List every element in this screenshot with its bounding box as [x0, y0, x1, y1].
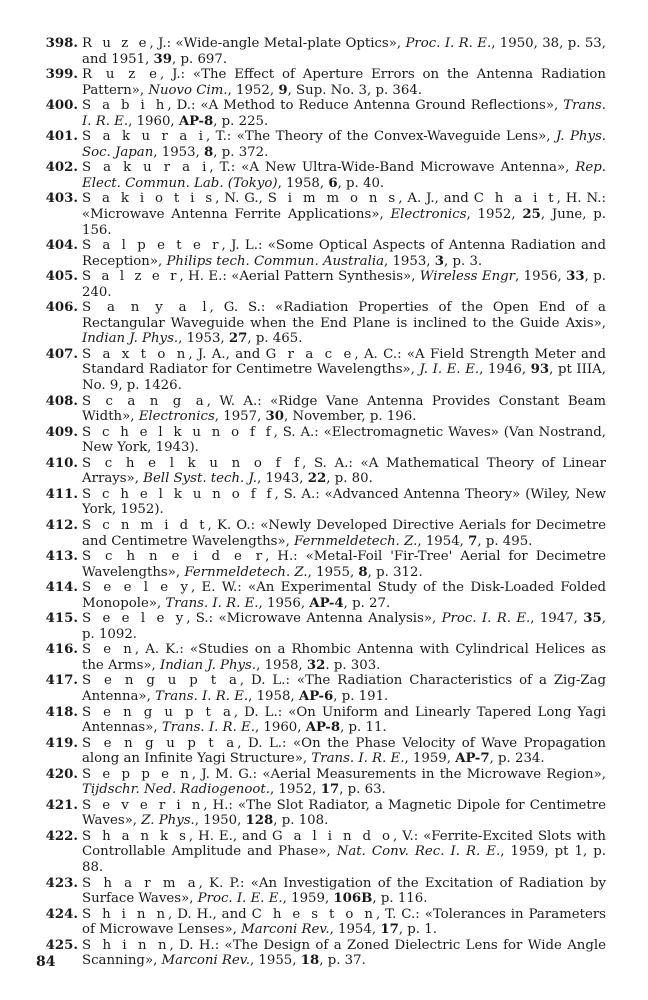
- reference-entry: [38, 487, 606, 518]
- reference-number: 406.: [45, 300, 78, 316]
- reference-segment: , 1956,: [258, 595, 310, 611]
- reference-entry: [38, 767, 606, 798]
- reference-text: [82, 98, 606, 129]
- reference-text: [82, 394, 606, 425]
- reference-segment: , H.: «Metal-Foil 'Fir-Tree' Aerial for Decimetre Wavelengths»,: [82, 549, 607, 580]
- journal-title: Proc. I. R. E.: [405, 36, 492, 51]
- volume-number: 8: [204, 144, 214, 160]
- reference-text: [82, 580, 606, 611]
- reference-segment: , V.: «Ferrite-Excited Slots with Controllable Amplitude and Phase»,: [82, 828, 606, 860]
- author-name: S c h e l k u n o f f: [82, 455, 303, 471]
- volume-number: 17: [380, 922, 399, 938]
- journal-title: Proc. I. R. E.: [441, 611, 531, 627]
- reference-segment: , T.: «A New Ultra-Wide-Band Microwave Antenna»,: [209, 160, 576, 176]
- reference-segment: , S. A.: «Electromagnetic Waves» (Van Nostrand, New York, 1943).: [82, 424, 606, 456]
- reference-segment: , J.: «Wide-angle Metal-plate Optics»,: [149, 36, 406, 51]
- reference-number: 413.: [45, 549, 78, 565]
- journal-title: Indian J. Phys.: [82, 331, 179, 347]
- reference-number: 408.: [45, 393, 78, 409]
- reference-entry: [38, 238, 606, 269]
- reference-segment: , H. E., and: [188, 828, 273, 844]
- reference-entry: [38, 269, 606, 300]
- author-name: S i m m o n s: [267, 191, 399, 207]
- reference-segment: , p. 495.: [477, 533, 533, 549]
- journal-title: Electronics: [138, 409, 215, 425]
- reference-entry: [38, 98, 606, 129]
- reference-segment: , p. 11.: [340, 720, 387, 736]
- reference-segment: . p. 303.: [325, 657, 381, 673]
- reference-segment: , J. L.: «Some Optical Aspects of Antenna Radiation and Reception»,: [82, 238, 606, 269]
- reference-segment: , p. 3.: [444, 253, 483, 269]
- volume-number: AP-8: [178, 113, 214, 129]
- reference-number: 419.: [45, 735, 78, 751]
- volume-number: 32: [306, 657, 326, 673]
- journal-title: Electronics: [390, 207, 467, 223]
- reference-number: 414.: [45, 580, 78, 596]
- reference-segment: , A. C.: «A Field Strength Meter and Standard Radiator for Centimetre Wavelengths»,: [82, 346, 606, 378]
- journal-title: Z. Phys.: [141, 813, 195, 829]
- volume-number: AP-4: [309, 595, 344, 611]
- journal-title: Trans. I. R. E.: [165, 595, 259, 611]
- reference-text: [82, 518, 606, 549]
- reference-segment: , p. 372.: [213, 144, 269, 160]
- reference-entry: [38, 518, 606, 549]
- volume-number: 33: [566, 269, 585, 285]
- volume-number: 35: [583, 611, 602, 627]
- reference-text: [82, 829, 606, 876]
- reference-text: [82, 907, 606, 938]
- volume-number: 128: [245, 813, 274, 829]
- reference-text: [82, 347, 606, 394]
- author-name: S a k u r a i: [82, 129, 206, 145]
- reference-text: [82, 269, 606, 300]
- reference-segment: , 1952,: [227, 82, 279, 98]
- reference-segment: , p. 37.: [319, 953, 366, 969]
- reference-entry: [38, 829, 606, 876]
- reference-segment: , pt IIIA, No. 9, p. 1426.: [82, 362, 607, 394]
- author-name: C h a i t: [473, 191, 557, 207]
- reference-entry: [38, 938, 606, 969]
- reference-segment: , 1952,: [466, 207, 523, 223]
- reference-entry: [38, 611, 606, 642]
- author-name: S c n m i d t: [82, 517, 208, 533]
- author-name: S e n g u p t a: [82, 735, 238, 751]
- journal-title: J. Phys. Soc. Japan: [82, 129, 607, 160]
- reference-text: [82, 767, 606, 798]
- reference-segment: , p. 63.: [339, 782, 386, 798]
- reference-text: [82, 798, 606, 829]
- reference-text: [82, 487, 606, 518]
- journal-title: Trans. I. R. E.: [161, 720, 255, 736]
- reference-number: 402.: [45, 160, 78, 176]
- reference-segment: , 1954,: [329, 922, 381, 938]
- reference-segment: , G. S.: «Radiation Properties of the Open End of a Rectangular Waveguide when the End Plane is inclined to the Guide Axis»,: [82, 300, 606, 331]
- journal-title: Marconi Rev.: [161, 953, 250, 969]
- volume-number: AP-6: [298, 688, 334, 704]
- reference-segment: , 1957,: [214, 409, 266, 425]
- reference-number: 404.: [45, 238, 78, 254]
- reference-entry: [38, 549, 606, 580]
- reference-entry: [38, 580, 606, 611]
- journal-title: Tijdschr. Ned. Radiogenoot.: [82, 782, 270, 798]
- volume-number: 18: [300, 953, 320, 969]
- reference-segment: , Sup. No. 3, p. 364.: [287, 82, 423, 98]
- reference-entry: [38, 456, 606, 487]
- journal-title: Indian J. Phys.: [159, 657, 257, 673]
- reference-segment: , 1958,: [277, 175, 329, 191]
- reference-number: 417.: [45, 673, 78, 689]
- reference-segment: , 1959,: [404, 751, 456, 767]
- reference-segment: , 1953,: [384, 253, 435, 269]
- author-name: S h i n n: [82, 906, 169, 922]
- reference-text: [82, 425, 606, 456]
- reference-text: [82, 238, 606, 269]
- reference-segment: , S.: «Microwave Antenna Analysis»,: [186, 611, 442, 627]
- reference-segment: , D. L.: «On the Phase Velocity of Wave Propagation along an Infinite Yagi Structure»,: [82, 735, 606, 767]
- volume-number: 39: [153, 51, 173, 67]
- reference-segment: , June, p. 156.: [82, 207, 606, 238]
- reference-number: 399.: [45, 67, 78, 83]
- author-name: S e n g u p t a: [82, 704, 234, 720]
- reference-segment: , p. 40.: [337, 175, 385, 191]
- volume-number: 17: [320, 782, 340, 798]
- volume-number: 25: [522, 207, 541, 223]
- reference-number: 403.: [45, 191, 78, 207]
- reference-segment: , p. 116.: [372, 891, 428, 907]
- reference-segment: , K. P.: «An Investigation of the Excitation of Radiation by Surface Waves»,: [82, 875, 606, 907]
- reference-text: [82, 642, 606, 673]
- reference-entry: [38, 876, 606, 907]
- reference-text: [82, 876, 606, 907]
- author-name: R u z e: [82, 67, 161, 83]
- volume-number: 7: [468, 533, 478, 549]
- reference-text: [82, 673, 606, 704]
- reference-number: 400.: [45, 98, 78, 114]
- reference-number: 424.: [45, 906, 78, 922]
- reference-text: [82, 456, 606, 487]
- reference-number: 411.: [45, 486, 78, 502]
- reference-segment: , 1952,: [269, 782, 321, 798]
- journal-title: Fernmeldetech. Z.: [294, 533, 418, 549]
- author-name: S a x t o n: [82, 346, 189, 362]
- reference-text: [82, 611, 606, 642]
- reference-segment: , p. 1092.: [82, 611, 606, 642]
- reference-segment: , 1955,: [307, 564, 359, 580]
- reference-number: 405.: [45, 269, 78, 285]
- journal-title: Trans. I. R. E.: [82, 98, 606, 129]
- journal-title: Wireless Engr: [419, 269, 516, 285]
- journal-title: J. I. E. E.: [419, 362, 480, 378]
- journal-title: Trans. I. R. E.: [311, 751, 405, 767]
- reference-entry: [38, 300, 606, 347]
- volume-number: 93: [530, 362, 550, 378]
- reference-entry: [38, 705, 606, 736]
- reference-number: 407.: [45, 346, 78, 362]
- reference-number: 409.: [45, 424, 78, 440]
- author-name: S e n g u p t a: [82, 673, 240, 689]
- reference-segment: , D. H.: «The Design of a Zoned Dielectric Lens for Wide Angle Scanning»,: [82, 937, 606, 969]
- reference-text: [82, 736, 606, 767]
- reference-segment: , 1954,: [417, 533, 469, 549]
- reference-segment: , H.: «The Slot Radiator, a Magnetic Dipole for Centimetre Waves»,: [82, 797, 606, 829]
- author-name: S h a r m a: [82, 875, 199, 891]
- reference-segment: , H. E.: «Aerial Pattern Synthesis»,: [179, 269, 420, 285]
- reference-segment: , 1955,: [249, 953, 301, 969]
- reference-segment: , 1960,: [254, 720, 306, 736]
- reference-segment: , 1958,: [256, 657, 307, 673]
- reference-text: [82, 549, 606, 580]
- reference-segment: , 1960,: [128, 113, 179, 129]
- journal-title: Fernmeldetech. Z.: [184, 564, 308, 580]
- reference-entry: [38, 67, 606, 98]
- reference-number: 412.: [45, 517, 78, 533]
- reference-segment: , p. 240.: [82, 269, 607, 300]
- reference-number: 422.: [45, 828, 78, 844]
- author-name: S e n: [82, 642, 135, 658]
- reference-text: [82, 191, 606, 238]
- reference-entry: [38, 736, 606, 767]
- reference-number: 421.: [45, 797, 78, 813]
- author-name: S a k u r a i: [82, 160, 210, 176]
- reference-segment: , 1959,: [282, 891, 334, 907]
- reference-entry: [38, 191, 606, 238]
- journal-title: Trans. I. R. E.: [155, 688, 249, 704]
- reference-entry: [38, 129, 606, 160]
- reference-segment: , A. K.: «Studies on a Rhombic Antenna with Cylindrical Helices as the Arms»,: [82, 642, 606, 673]
- reference-segment: , J. A., and: [188, 346, 266, 362]
- reference-segment: , S. A.: «A Mathematical Theory of Linear Arrays»,: [82, 455, 607, 487]
- reference-text: [82, 705, 606, 736]
- author-name: S a n y a l: [82, 300, 210, 316]
- reference-number: 423.: [45, 875, 78, 891]
- reference-text: [82, 36, 606, 67]
- reference-segment: , p. 80.: [326, 471, 373, 487]
- reference-number: 415.: [45, 611, 78, 627]
- reference-text: [82, 67, 606, 98]
- author-name: S h a n k s: [82, 828, 189, 844]
- reference-text: [82, 300, 606, 347]
- author-name: S e v e r i n: [82, 797, 204, 813]
- volume-number: 8: [358, 564, 368, 580]
- volume-number: 6: [328, 175, 338, 191]
- reference-segment: , 1943,: [257, 471, 308, 487]
- reference-entry: [38, 642, 606, 673]
- reference-segment: , D. H., and: [168, 906, 252, 922]
- reference-segment: , T. C.: «Tolerances in Parameters of Microwave Lenses»,: [82, 906, 606, 938]
- journal-title: Bell Syst. tech. J.: [143, 471, 257, 487]
- reference-segment: , J. M. G.: «Aerial Measurements in the Microwave Region»,: [191, 766, 606, 782]
- reference-segment: , D. L.: «On Uniform and Linearly Tapered Long Yagi Antennas»,: [82, 704, 606, 736]
- reference-segment: , S. A.: «Advanced Antenna Theory» (Wiley, New York, 1952).: [82, 486, 606, 518]
- reference-segment: , p. 27.: [343, 595, 391, 611]
- author-name: S e p p e n: [82, 766, 192, 782]
- author-name: G r a c e: [265, 346, 355, 362]
- reference-entry: [38, 425, 606, 456]
- reference-segment: , D.: «A Method to Reduce Antenna Ground Reflections»,: [167, 98, 564, 114]
- reference-entry: [38, 798, 606, 829]
- reference-segment: , 1953,: [153, 144, 205, 160]
- volume-number: 27: [228, 331, 248, 347]
- reference-segment: , p. 1.: [398, 922, 437, 938]
- reference-number: 410.: [45, 455, 78, 471]
- author-name: S e e l e y: [82, 580, 191, 596]
- author-name: S c h n e i d e r: [82, 549, 266, 565]
- reference-segment: , 1947,: [530, 611, 584, 627]
- reference-number: 398.: [45, 36, 78, 51]
- reference-segment: , E. W.: «An Experimental Study of the Disk-Loaded Folded Monopole»,: [82, 580, 606, 611]
- reference-segment: , T.: «The Theory of the Convex-Waveguide Lens»,: [205, 129, 556, 145]
- journal-title: Nat. Conv. Rec. I. R. E.: [336, 844, 501, 860]
- reference-segment: , p. 225.: [213, 113, 269, 129]
- reference-segment: , 1950, 38, p. 53, and 1951,: [82, 36, 606, 67]
- reference-segment: , D. L.: «The Radiation Characteristics of a Zig-Zag Antenna»,: [82, 673, 606, 704]
- author-name: S e e l e y: [82, 611, 187, 627]
- reference-text: [82, 160, 606, 191]
- journal-title: Rep. Elect. Commun. Lab. (Tokyo): [82, 160, 606, 191]
- author-name: C h e s t o n: [251, 906, 376, 922]
- reference-list: [38, 36, 606, 969]
- author-name: S a b i h: [82, 98, 168, 114]
- reference-entry: [38, 673, 606, 704]
- reference-text: [82, 129, 606, 160]
- volume-number: 9: [278, 82, 288, 98]
- reference-segment: , p. 465.: [247, 331, 303, 347]
- journal-title: Proc. I. E. E.: [197, 891, 283, 907]
- journal-title: Nuovo Cim.: [148, 82, 228, 98]
- reference-segment: , 1958,: [248, 688, 299, 704]
- reference-segment: , J.: «The Effect of Aperture Errors on the Antenna Radiation Pattern»,: [82, 67, 606, 98]
- reference-number: 418.: [45, 704, 78, 720]
- reference-segment: , p. 312.: [367, 564, 423, 580]
- reference-segment: , W. A.: «Ridge Vane Antenna Provides Constant Beam Width»,: [82, 393, 607, 425]
- reference-segment: , 1953,: [178, 331, 229, 347]
- reference-segment: , p. 697.: [172, 51, 228, 67]
- reference-entry: [38, 160, 606, 191]
- reference-entry: [38, 347, 606, 394]
- journal-title: Marconi Rev.: [241, 922, 330, 938]
- reference-entry: [38, 394, 606, 425]
- reference-segment: , p. 234.: [489, 751, 545, 767]
- author-name: S a l z e r: [82, 269, 180, 285]
- reference-segment: , K. O.: «Newly Developed Directive Aerials for Decimetre and Centimetre Wavelengths»,: [82, 517, 606, 549]
- reference-number: 401.: [45, 129, 78, 145]
- author-name: S c a n g a: [82, 393, 207, 409]
- author-name: S a l p e t e r: [82, 238, 222, 254]
- reference-number: 420.: [45, 766, 78, 782]
- author-name: S c h e l k u n o f f: [82, 424, 274, 440]
- page-number: 84: [36, 954, 56, 970]
- reference-segment: , p. 191.: [333, 688, 389, 704]
- volume-number: 3: [434, 253, 445, 269]
- reference-segment: , H. N.: «Microwave Antenna Ferrite Applications»,: [82, 191, 606, 223]
- journal-title: Philips tech. Commun. Australia: [166, 253, 385, 269]
- volume-number: AP-8: [305, 720, 341, 736]
- volume-number: 106B: [333, 891, 373, 907]
- author-name: R u z e: [82, 36, 150, 51]
- author-name: S c h e l k u n o f f: [82, 486, 275, 502]
- reference-segment: , N. G.,: [215, 191, 268, 207]
- volume-number: AP-7: [455, 751, 490, 767]
- volume-number: 30: [265, 409, 285, 425]
- reference-text: [82, 938, 606, 969]
- author-name: S a k i o t i s: [82, 191, 216, 207]
- reference-segment: , November, p. 196.: [284, 409, 417, 425]
- reference-segment: , 1956,: [515, 269, 567, 285]
- reference-segment: , p. 108.: [273, 813, 329, 829]
- reference-segment: , A. J., and: [398, 191, 474, 207]
- reference-segment: , 1946,: [479, 362, 531, 378]
- reference-segment: , 1950,: [194, 813, 246, 829]
- volume-number: 22: [307, 471, 327, 487]
- reference-number: 416.: [45, 642, 78, 658]
- reference-segment: , 1959, pt 1, p. 88.: [82, 844, 607, 875]
- author-name: G a l i n d o: [272, 828, 394, 844]
- reference-entry: [38, 907, 606, 938]
- author-name: S h i n n: [82, 937, 170, 953]
- reference-number: 425.: [45, 937, 78, 953]
- reference-entry: [38, 36, 606, 67]
